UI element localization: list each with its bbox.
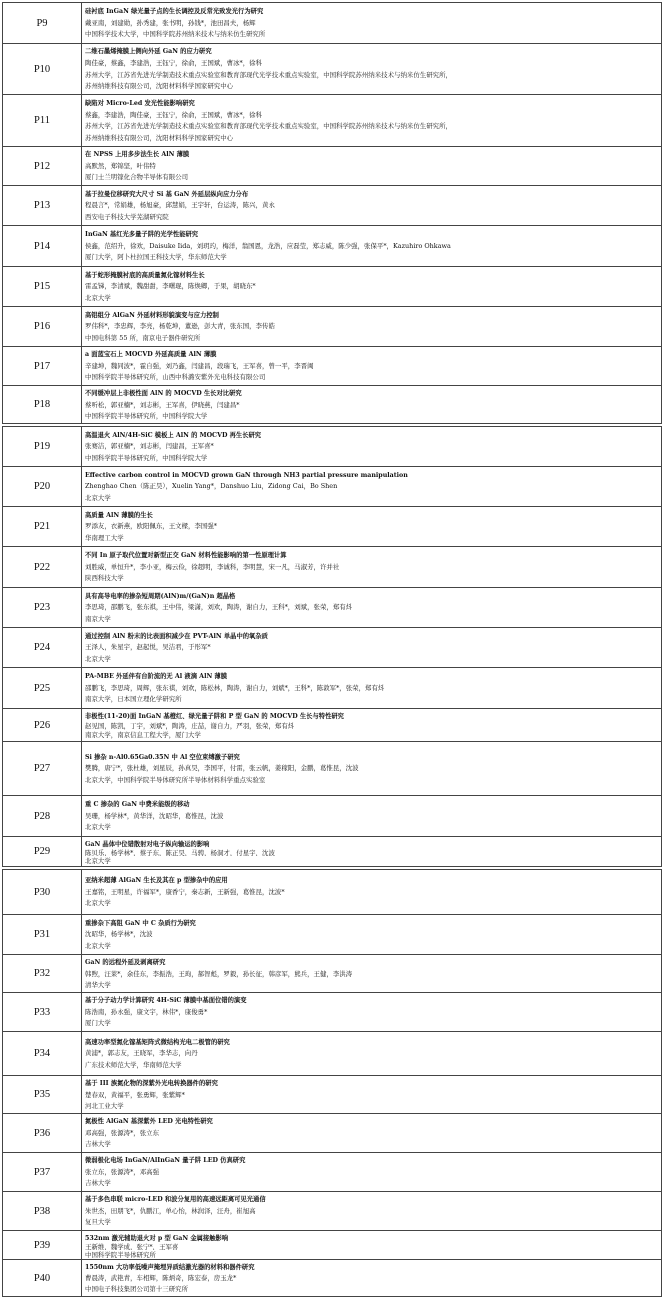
entry-authors: 王新维，魏学成，张宁*，王军喜 <box>85 1242 179 1250</box>
entry-code: P23 <box>3 588 82 627</box>
entry-body <box>82 186 661 225</box>
entry-body <box>82 1260 661 1296</box>
entry-code: P28 <box>3 796 82 836</box>
entry-affiliation: 厦门士兰明镓化合物半导体有限公司 <box>85 173 189 182</box>
table-row <box>2 1230 662 1260</box>
entry-title: Effective carbon control in MOCVD grown GaN through NH3 partial pressure manipulation <box>85 471 408 479</box>
table-row <box>2 741 662 796</box>
entry-authors: 吴珊，杨学林*，黄华洋，沈昭华，葛惟昆，沈波 <box>85 811 224 820</box>
entry-affiliation: 中国科学技术大学，中国科学院苏州纳米技术与纳米仿生研究所 <box>85 30 266 39</box>
entry-title: 缺陷对 Micro-Led 发光性能影响研究 <box>85 99 195 107</box>
table-row <box>2 146 662 186</box>
table-row <box>2 667 662 709</box>
table-row <box>2 466 662 507</box>
entry-title: 532nm 激光辅助退火对 p 型 GaN 金属接触影响 <box>85 1235 229 1242</box>
entry-title: 非极性(11-20)面 InGaN 基橙红、绿光量子阱和 P 型 GaN 的 MOCVD 生长与特性研究 <box>85 713 344 720</box>
entry-title: 亚纳米超薄 AlGaN 生长及其在 p 型掺杂中的应用 <box>85 877 228 885</box>
entry-code: P14 <box>3 226 82 266</box>
entry-body <box>82 467 661 506</box>
entry-authors: 陶佳豪，蔡鑫，李建浩，王钰宁，徐俞，王国斌，曹冰*，徐科 <box>85 59 263 68</box>
table-row <box>2 992 662 1032</box>
entry-title: 氮极性 AlGaN 基深紫外 LED 光电特性研究 <box>85 1118 213 1126</box>
table-row <box>2 185 662 226</box>
entry-code: P40 <box>3 1260 82 1296</box>
entry-affiliation: 吉林大学 <box>85 1140 111 1149</box>
entry-code: P21 <box>3 507 82 546</box>
table-row <box>2 1113 662 1153</box>
table-row <box>2 1075 662 1114</box>
entry-title: 二维石墨烯掩膜上侧向外延 GaN 的应力研究 <box>85 48 212 56</box>
entry-title: 高速功率型氮化镓基矩阵式微结构光电二极管的研究 <box>85 1038 230 1046</box>
entry-code: P33 <box>3 993 82 1031</box>
entry-body <box>82 1114 661 1152</box>
entry-body <box>82 1231 661 1259</box>
entry-affiliation: 北京大学 <box>85 899 111 908</box>
entry-title: Si 掺杂 n-Al0.65Ga0.35N 中 Al 空位束缚激子研究 <box>85 753 240 761</box>
entry-title: 基于蛇形掩膜衬底的高质量氮化镓材料生长 <box>85 271 205 279</box>
entry-title: 高温退火 AlN/4H-SiC 模板上 AlN 的 MOCVD 再生长研究 <box>85 431 262 439</box>
entry-authors: 雷孟锑，李清斌，魏甜甜，李曙琨，陈焕卿，于果，胡晓东* <box>85 282 256 291</box>
table-row <box>2 546 662 588</box>
entry-affiliation: 河北工业大学 <box>85 1101 124 1110</box>
entry-body <box>82 307 661 346</box>
entry-body <box>82 1032 661 1075</box>
entry-body <box>82 347 661 385</box>
entry-affiliation: 中国科学院半导体研究所，中国科学院大学 <box>85 411 208 420</box>
entry-body <box>82 427 661 466</box>
entry-code: P29 <box>3 837 82 866</box>
entry-authors: 蔡鑫，李建浩，陶佳豪，王钰宁，徐俞，王国斌，曹冰*，徐科 <box>85 110 263 119</box>
table-row <box>2 836 662 867</box>
entry-authors: 高默然，郑锦坚，叶伟特 <box>85 161 156 170</box>
entry-code: P22 <box>3 547 82 587</box>
entry-body <box>82 44 661 94</box>
entry-title: 基于 III 族氮化物的深紫外光电转换器件的研究 <box>85 1080 218 1087</box>
entry-body <box>82 955 661 992</box>
entry-code: P19 <box>3 427 82 466</box>
entry-code: P11 <box>3 95 82 146</box>
table-row <box>2 587 662 628</box>
entry-affiliation: 复旦大学 <box>85 1218 111 1227</box>
entry-code: P38 <box>3 1192 82 1230</box>
entry-affiliation: 苏州大学，江苏省先进光学制造技术重点实验室和教育部现代光学技术重点实验室，中国科学院苏州纳米技术与纳米仿生研究所， <box>85 122 452 131</box>
entry-body <box>82 588 661 627</box>
table-row <box>2 2 662 44</box>
entry-authors: 罗伟科*，李忠辉，李亮，杨乾坤，董逊，彭大青，张东国，李传皓 <box>85 322 275 331</box>
entry-title: PA-MBE 外延伴有台阶流的无 Al 液滴 AlN 薄膜 <box>85 673 227 681</box>
entry-title: GaN 的远程外延及剥离研究 <box>85 959 166 966</box>
entry-body <box>82 870 661 914</box>
table-row <box>2 385 662 424</box>
entry-title: 基于拉曼位移研究大尺寸 Si 基 GaN 外延层纵向应力分布 <box>85 190 249 198</box>
entry-code: P20 <box>3 467 82 506</box>
entry-code: P17 <box>3 347 82 385</box>
entry-body <box>82 1192 661 1230</box>
entry-body <box>82 547 661 587</box>
entry-body <box>82 507 661 546</box>
entry-title: 高铝组分 AlGaN 外延材料形貌演变与应力控制 <box>85 311 219 319</box>
entry-title: 硅衬底 InGaN 绿光量子点的生长调控及反常光致发光行为研究 <box>85 8 264 16</box>
table-row <box>2 346 662 386</box>
entry-affiliation: 清华大学 <box>85 980 111 989</box>
entry-body <box>82 226 661 266</box>
entry-authors: 樊腾，唐宁*，张杜雄，刘星辰，孙真昊，李国平，付雷，张云帆，姜稼阳，金鹏，葛惟昆，沈波 <box>85 764 359 773</box>
table-row <box>2 954 662 993</box>
entry-affiliation: 厦门大学，阿卜杜拉国王科技大学，华东师范大学 <box>85 253 227 262</box>
entry-body <box>82 3 661 43</box>
entry-authors: 蔡听松，郭亚楠*，刘志彬，王军喜，伊晓燕，闫建昌* <box>85 400 240 409</box>
entry-title: 1550nm 大功率低噪声掩埋异质结激光器的材料和器件研究 <box>85 1264 255 1271</box>
entry-title: 不同 In 原子取代位置对新型正交 GaN 材料性能影响的第一性原理计算 <box>85 552 287 560</box>
entry-code: P37 <box>3 1153 82 1191</box>
entry-body <box>82 267 661 306</box>
table-row <box>2 1259 662 1297</box>
entry-authors: 张立东，张源涛*，邓高强 <box>85 1167 160 1176</box>
entry-authors: 沈昭华，杨学林*，沈波 <box>85 930 153 939</box>
entry-authors: 程晨言*，常娟雄，杨旭豪，邱慧娟，王宇轩，台运涛，陈兴，黄永 <box>85 201 275 210</box>
table-row <box>2 869 662 915</box>
entry-body <box>82 386 661 423</box>
entry-affiliation: 北京大学 <box>85 293 111 302</box>
entry-code: P26 <box>3 709 82 741</box>
table-row <box>2 914 662 955</box>
entry-authors: Zhenghao Chen（陈正昊），Xuelin Yang*，Danshuo Liu，Zidong Cai，Bo Shen <box>85 482 338 491</box>
entry-authors: 楚春双，黄福平，张勇辉，张紫辉* <box>85 1090 185 1099</box>
entry-affiliation: 华南理工大学 <box>85 533 124 542</box>
entry-body <box>82 668 661 708</box>
entry-body <box>82 709 661 741</box>
entry-affiliation: 南京大学，南京信息工程大学，厦门大学 <box>85 731 201 740</box>
entry-code: P13 <box>3 186 82 225</box>
entry-affiliation: 西安电子科技大学芜湖研究院 <box>85 212 169 221</box>
table-row <box>2 306 662 347</box>
entry-affiliation: 中国科学院半导体研究所 <box>85 1250 156 1258</box>
entry-affiliation: 苏州纳维科技有限公司，沈阳材料科学国家研究中心 <box>85 133 234 142</box>
table-row <box>2 708 662 742</box>
entry-body <box>82 1153 661 1191</box>
entry-code: P27 <box>3 742 82 795</box>
entry-code: P10 <box>3 44 82 94</box>
entry-affiliation: 北京大学 <box>85 493 111 502</box>
table-row <box>2 1152 662 1192</box>
entry-body <box>82 796 661 836</box>
table-row <box>2 627 662 668</box>
entry-title: 基于分子动力学计算研究 4H-SiC 薄膜中基面位错的演变 <box>85 997 247 1005</box>
entry-affiliation: 苏州纳维科技有限公司，沈阳材料科学国家研究中心 <box>85 82 234 91</box>
entry-authors: 辛建坤，魏同波*，霍自强，刘乃鑫，闫建昌，段瑞飞，王军喜，曾一平，李晋闽 <box>85 361 314 370</box>
entry-body <box>82 628 661 667</box>
entry-affiliation: 北京大学 <box>85 857 111 865</box>
entry-authors: 侯鑫，范绍升，徐欢，Daisuke Iida，刘玥玓，梅洋，翁国恩，龙浩，应磊莹，郑志威，陈少强，张保平*，Kazuhiro Ohkawa <box>85 241 451 250</box>
entry-code: P35 <box>3 1076 82 1113</box>
entry-title: 具有高导电率的掺杂短周期(AlN)m/(GaN)n 超晶格 <box>85 592 236 600</box>
entry-body <box>82 837 661 866</box>
table-row <box>2 94 662 147</box>
entry-body <box>82 993 661 1031</box>
entry-authors: 朱世杰，田朋飞*，仇鹏江，单心怡，林润泽，汪舟，崔旭高 <box>85 1206 256 1215</box>
table-row <box>2 266 662 307</box>
entry-authors: 王嘉铭，王明星，许福军*，康香宁，秦志新，王新强，葛惟昆，沈波* <box>85 887 285 896</box>
entry-title: 不同缓冲层上非极性面 AlN 的 MOCVD 生长对比研究 <box>85 390 242 397</box>
entry-authors: 曹晨涛，武艳青，车相辉，陈炳奇，陈宏泰，房玉龙* <box>85 1274 237 1283</box>
entry-authors: 戴亚南，刘建勋，孙秀建，张书明，孙钱*，池田昌夫，杨辉 <box>85 18 256 27</box>
entry-authors: 罗添友，衣新燕，欧阳佩东，王文樑，李国强* <box>85 522 217 531</box>
entry-title: 重 C 掺杂的 GaN 中费米能级的移动 <box>85 801 190 809</box>
entry-code: P39 <box>3 1231 82 1259</box>
table-row <box>2 1031 662 1076</box>
entry-affiliation: 陕西科技大学 <box>85 574 124 583</box>
table-row <box>2 426 662 467</box>
entry-affiliation: 中国科学院半导体研究所，中国科学院大学 <box>85 453 208 462</box>
entry-code: P30 <box>3 870 82 914</box>
table-row <box>2 506 662 547</box>
entry-title: GaN 晶体中位错散射对电子纵向输运的影响 <box>85 841 210 848</box>
entry-title: a 面蓝宝石上 MOCVD 外延高质量 AlN 薄膜 <box>85 351 217 359</box>
entry-title: 通过控制 AlN 粉末的比表面积减少在 PVT-AlN 单晶中的氧杂质 <box>85 632 268 640</box>
entry-title: 重掺杂下高阻 GaN 中 C 杂质行为研究 <box>85 919 196 927</box>
entry-code: P16 <box>3 307 82 346</box>
entry-authors: 陈贝乐，杨学林*，蔡子东，陈正昊，马骋，杨洞才，付星宇，沈波 <box>85 848 275 857</box>
entry-title: InGaN 基红光多量子阱的光学性能研究 <box>85 231 199 239</box>
entry-authors: 王泽人，朱星宇，赵起悦，吴洁君，于彤军* <box>85 643 211 652</box>
entry-affiliation: 南京大学 <box>85 614 111 623</box>
entry-code: P36 <box>3 1114 82 1152</box>
entry-authors: 韩煦，汪莱*，余佳东，李振浩，王珣，郝智彪，罗毅，孙长征，韩彦军，熊兵，王健，李洪涛 <box>85 969 353 978</box>
entry-affiliation: 中国电科第 55 所，南京电子器件研究所 <box>85 333 201 342</box>
table-row <box>2 795 662 837</box>
entry-authors: 李思琦，邵鹏飞，张东祺，王中伟，梁潇，刘欢，陶涛，谢自力，王科*，刘斌，张荣，郑有炓 <box>85 603 353 612</box>
entry-title: 高质量 AlN 薄膜的生长 <box>85 511 153 519</box>
entry-body <box>82 147 661 185</box>
entry-authors: 陈浩南，孙永强，康文宇，林伟*，康俊勇* <box>85 1007 208 1016</box>
entry-code: P34 <box>3 1032 82 1075</box>
entry-affiliation: 中国科学院半导体研究所，山西中科潞安紫外光电科技有限公司 <box>85 373 266 382</box>
entry-authors: 张赛洁，郭亚楠*，刘志彬，闫建昌，王军喜* <box>85 442 214 451</box>
entry-affiliation: 吉林大学 <box>85 1179 111 1188</box>
entry-code: P12 <box>3 147 82 185</box>
entry-affiliation: 北京大学 <box>85 823 111 832</box>
entry-code: P24 <box>3 628 82 667</box>
entry-authors: 邵鹏飞，李思琦，周辉，张东祺，刘欢，陈松林，陶涛，谢自力，刘斌*，王科*，陈敦军*，张荣，郑有炓 <box>85 683 385 692</box>
entry-affiliation: 厦门大学 <box>85 1019 111 1028</box>
table-row <box>2 225 662 267</box>
entry-authors: 邓高强，张源涛*，张立东 <box>85 1128 160 1137</box>
entry-affiliation: 苏州大学，江苏省先进光学制造技术重点实验室和教育部现代光学技术重点实验室，中国科学院苏州纳米技术与纳米仿生研究所， <box>85 70 452 79</box>
entry-code: P15 <box>3 267 82 306</box>
entry-code: P25 <box>3 668 82 708</box>
entry-affiliation: 北京大学，中国科学院半导体研究所半导体材料科学重点实验室 <box>85 775 266 784</box>
entry-title: 基于多色串联 micro-LED 和波分复用的高速远距离可见光通信 <box>85 1196 266 1204</box>
entry-affiliation: 北京大学 <box>85 654 111 663</box>
entry-authors: 黄浦*，郭志友，王晓军，李华志，向丹 <box>85 1049 198 1058</box>
entry-code: P18 <box>3 386 82 423</box>
entry-title: 在 NPSS 上用多步法生长 AlN 薄膜 <box>85 151 190 159</box>
entry-affiliation: 北京大学 <box>85 941 111 950</box>
table-row <box>2 1191 662 1231</box>
entry-body <box>82 95 661 146</box>
entry-affiliation: 广东技术师范大学，华南师范大学 <box>85 1060 182 1069</box>
entry-body <box>82 742 661 795</box>
entry-authors: 刘胜威，单恒升*，李小亚，梅云俭，徐超明，李诚科，李明慧，宋一凡，马淑芳，许并社 <box>85 562 340 571</box>
entry-affiliation: 中国电子科技集团公司第十三研究所 <box>85 1285 189 1294</box>
table-row <box>2 43 662 95</box>
entry-affiliation: 南京大学，日本国立理化学研究所 <box>85 695 182 704</box>
entry-title: 微弱极化电场 InGaN/AlInGaN 量子阱 LED 仿真研究 <box>85 1157 246 1165</box>
entry-body <box>82 1076 661 1113</box>
entry-body <box>82 915 661 954</box>
entry-code: P31 <box>3 915 82 954</box>
entry-code: P32 <box>3 955 82 992</box>
entry-code: P9 <box>3 3 82 43</box>
entry-authors: 赵见国，陈凯，丁宇，刘斌*，陶涛，庄喆，谢自力，严羽，张荣，郑有炓 <box>85 721 295 730</box>
